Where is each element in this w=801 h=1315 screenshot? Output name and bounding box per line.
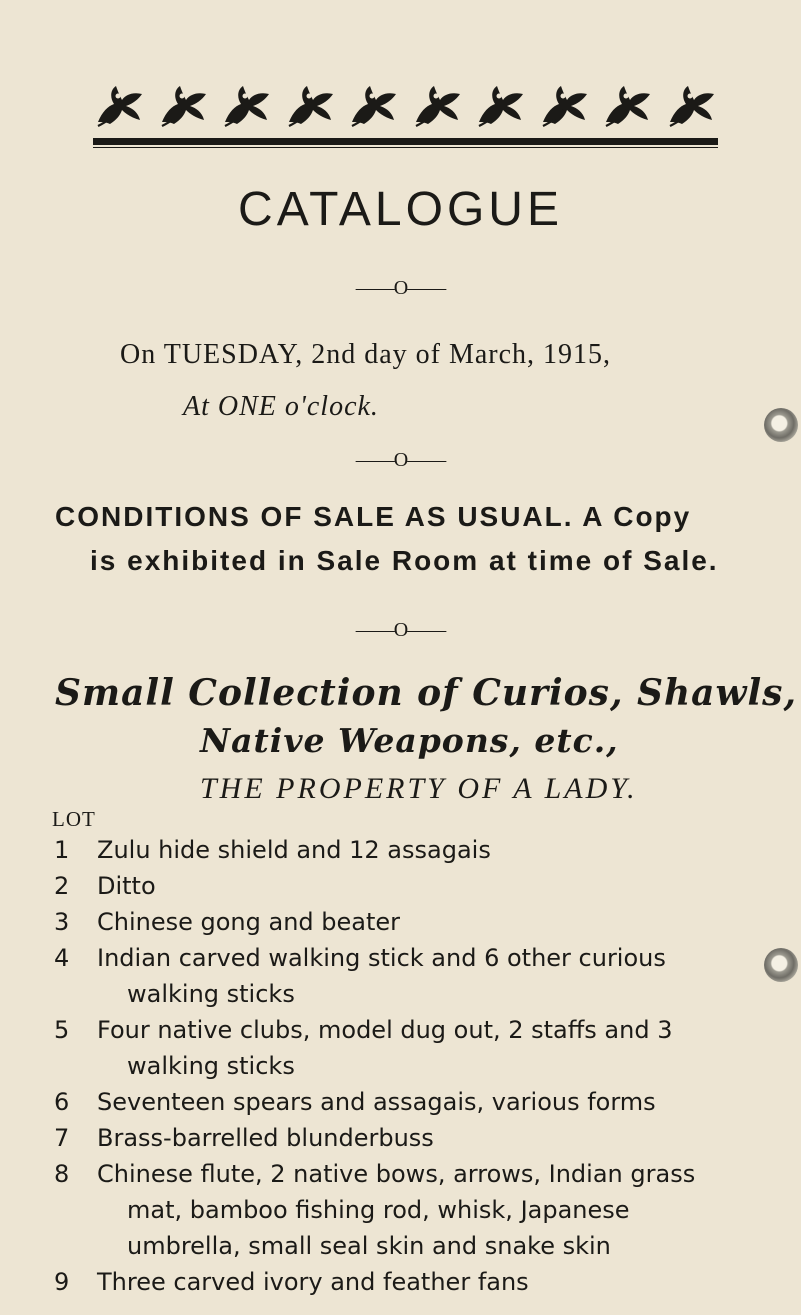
fleuron-icon — [473, 82, 527, 130]
lot-description-line: walking sticks — [127, 1052, 295, 1080]
lot-list — [52, 832, 752, 1300]
lot-number: 3 — [54, 908, 70, 936]
lot-number: 1 — [54, 836, 70, 864]
fleuron-icon — [600, 82, 654, 130]
ornament-border — [92, 80, 718, 132]
lot-number: 2 — [54, 872, 70, 900]
lot-description — [97, 1084, 752, 1120]
lot-description — [97, 1120, 752, 1156]
divider: ——O—— — [355, 619, 446, 641]
fleuron-icon — [346, 82, 400, 130]
page-title: CATALOGUE — [238, 183, 563, 236]
lot-number: 7 — [54, 1124, 70, 1152]
fleuron-icon — [410, 82, 464, 130]
lot-item — [52, 940, 752, 1012]
lot-number: 5 — [54, 1016, 70, 1044]
lot-item — [52, 832, 752, 868]
collection-owner: THE PROPERTY OF A LADY. — [200, 772, 638, 805]
conditions-line: CONDITIONS OF SALE AS USUAL. A Copy — [55, 501, 692, 532]
conditions-line: is exhibited in Sale Room at time of Sale. — [90, 545, 719, 576]
lot-description-line: Seventeen spears and assagais, various forms — [97, 1088, 656, 1116]
collection-heading: Small Collection of Curios, Shawls, — [55, 672, 797, 714]
fleuron-icon — [156, 82, 210, 130]
lot-description — [97, 904, 752, 940]
binding-ring-icon — [764, 948, 798, 982]
lot-description-line: Four native clubs, model dug out, 2 staffs and 3 — [97, 1016, 673, 1044]
lot-item — [52, 904, 752, 940]
lot-description-line: Zulu hide shield and 12 assagais — [97, 836, 491, 864]
fleuron-icon — [92, 82, 146, 130]
conditions-of-sale — [55, 495, 755, 583]
lot-description-line: mat, bamboo fishing rod, whisk, Japanese — [127, 1196, 630, 1224]
lot-number: 9 — [54, 1268, 70, 1296]
lot-item — [52, 1012, 752, 1084]
lot-description — [97, 1264, 752, 1300]
sale-date: On TUESDAY, 2nd day of March, 1915, — [120, 339, 612, 370]
lot-number: 4 — [54, 944, 70, 972]
header-rule — [93, 138, 718, 145]
lot-item — [52, 868, 752, 904]
lot-description-line: Brass-barrelled blunderbuss — [97, 1124, 434, 1152]
lot-description-line: umbrella, small seal skin and snake skin — [127, 1232, 611, 1260]
binding-ring-icon — [764, 408, 798, 442]
fleuron-icon — [537, 82, 591, 130]
lot-column-header: LOT — [52, 807, 96, 831]
divider: ——O—— — [355, 277, 446, 299]
fleuron-icon — [664, 82, 718, 130]
lot-description — [97, 832, 752, 868]
lot-description — [97, 868, 752, 904]
lot-description-line: walking sticks — [127, 980, 295, 1008]
divider: ——O—— — [355, 449, 446, 471]
fleuron-icon — [283, 82, 337, 130]
sale-time: At ONE o'clock. — [183, 391, 379, 422]
lot-description — [97, 1156, 752, 1264]
lot-description — [97, 940, 752, 1012]
lot-number: 6 — [54, 1088, 70, 1116]
lot-description-line: Three carved ivory and feather fans — [97, 1268, 529, 1296]
lot-item — [52, 1084, 752, 1120]
lot-item — [52, 1120, 752, 1156]
lot-description-line: Ditto — [97, 872, 156, 900]
lot-description — [97, 1012, 752, 1084]
lot-description-line: Chinese flute, 2 native bows, arrows, Indian grass — [97, 1160, 696, 1188]
lot-item — [52, 1264, 752, 1300]
lot-number: 8 — [54, 1160, 70, 1188]
lot-description-line: Indian carved walking stick and 6 other curious — [97, 944, 666, 972]
lot-description-line: Chinese gong and beater — [97, 908, 401, 936]
lot-item — [52, 1156, 752, 1264]
collection-subheading: Native Weapons, etc., — [200, 721, 619, 760]
fleuron-icon — [219, 82, 273, 130]
